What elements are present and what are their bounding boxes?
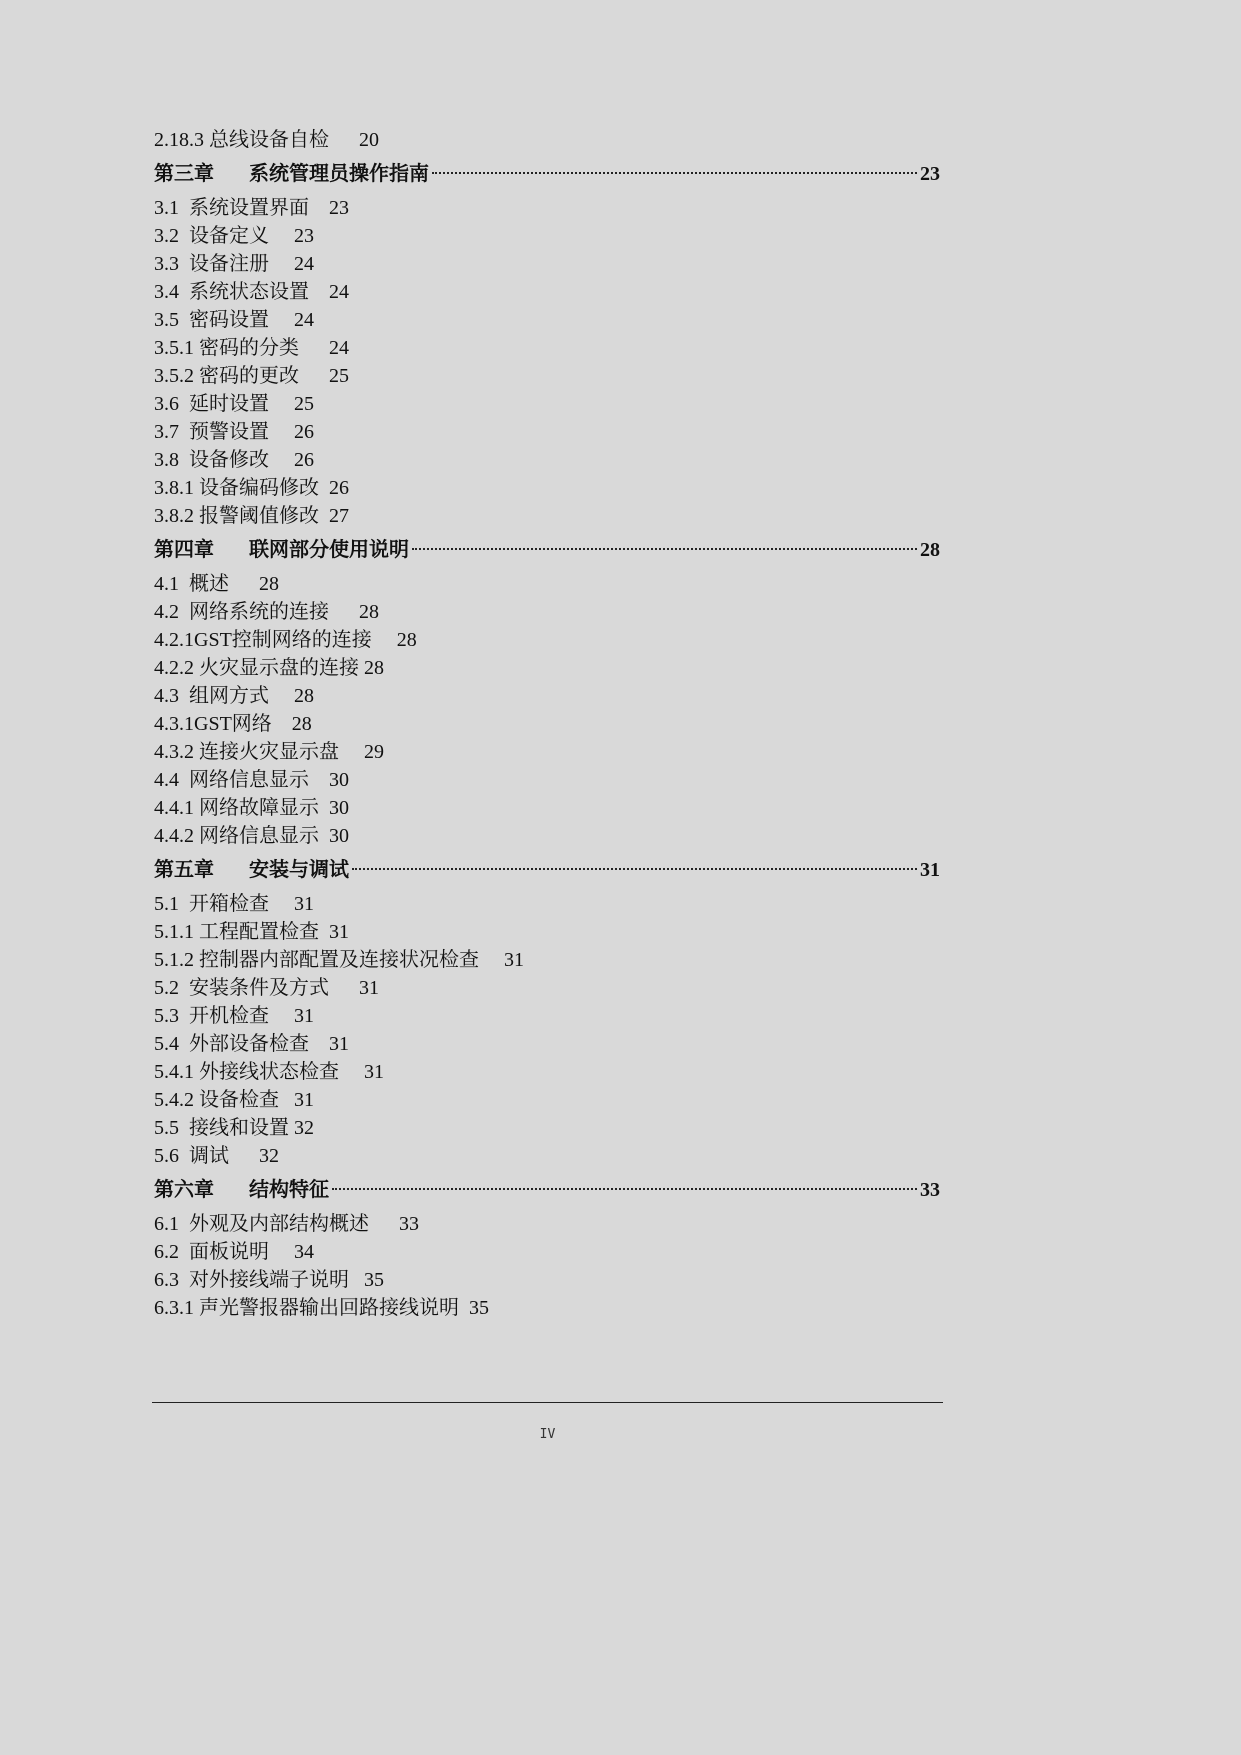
- chapter-page-number: 23: [920, 163, 940, 185]
- toc-entry[interactable]: 3.5.2 密码的更改 25: [154, 365, 349, 387]
- chapter-page-number: 31: [920, 859, 940, 881]
- table-of-contents: [154, 126, 940, 1322]
- chapter-number: 第五章: [154, 859, 214, 881]
- chapter-title: 联网部分使用说明: [249, 539, 409, 561]
- toc-entry[interactable]: 3.8.2 报警阈值修改 27: [154, 505, 349, 527]
- chapter-page-number: 28: [920, 539, 940, 561]
- toc-entry[interactable]: 3.8.1 设备编码修改 26: [154, 477, 349, 499]
- toc-chapter-heading[interactable]: [154, 160, 940, 188]
- toc-entry[interactable]: 5.2 安装条件及方式 31: [154, 977, 379, 999]
- chapter-number: 第三章: [154, 163, 214, 185]
- dot-leader: [352, 868, 917, 870]
- toc-entry[interactable]: 5.3 开机检查 31: [154, 1005, 314, 1027]
- toc-entry[interactable]: 3.5.1 密码的分类 24: [154, 337, 349, 359]
- toc-entry[interactable]: 4.2 网络系统的连接 28: [154, 601, 379, 623]
- toc-entry[interactable]: 6.3.1 声光警报器输出回路接线说明 35: [154, 1297, 489, 1319]
- toc-chapter-heading[interactable]: [154, 1176, 940, 1204]
- toc-entry[interactable]: 4.4 网络信息显示 30: [154, 769, 349, 791]
- chapter-title: 结构特征: [249, 1179, 329, 1201]
- toc-entry[interactable]: 3.7 预警设置 26: [154, 421, 314, 443]
- toc-entry[interactable]: 4.4.2 网络信息显示 30: [154, 825, 349, 847]
- toc-entry[interactable]: 4.3.2 连接火灾显示盘 29: [154, 741, 384, 763]
- toc-entry[interactable]: 5.1.2 控制器内部配置及连接状况检查 31: [154, 949, 524, 971]
- toc-entry[interactable]: 4.2.2 火灾显示盘的连接 28: [154, 657, 384, 679]
- toc-entry[interactable]: 3.1 系统设置界面 23: [154, 197, 349, 219]
- toc-entry[interactable]: 5.4.2 设备检查 31: [154, 1089, 314, 1111]
- toc-chapter-heading[interactable]: [154, 536, 940, 564]
- toc-entry[interactable]: 5.6 调试 32: [154, 1145, 279, 1167]
- dot-leader: [432, 172, 917, 174]
- toc-entry[interactable]: 3.6 延时设置 25: [154, 393, 314, 415]
- toc-entry[interactable]: 4.4.1 网络故障显示 30: [154, 797, 349, 819]
- toc-entry[interactable]: 2.18.3 总线设备自检 20: [154, 129, 379, 151]
- toc-chapter-heading[interactable]: [154, 856, 940, 884]
- chapter-title: 系统管理员操作指南: [249, 163, 429, 185]
- dot-leader: [412, 548, 917, 550]
- toc-entry[interactable]: 4.2.1GST控制网络的连接 28: [154, 629, 417, 651]
- toc-entry[interactable]: 5.1 开箱检查 31: [154, 893, 314, 915]
- toc-entry[interactable]: 4.1 概述 28: [154, 573, 279, 595]
- page-number: IV: [539, 1427, 556, 1442]
- toc-entry[interactable]: 3.4 系统状态设置 24: [154, 281, 349, 303]
- toc-entry[interactable]: 5.4.1 外接线状态检查 31: [154, 1061, 384, 1083]
- footer-divider: [152, 1402, 943, 1403]
- chapter-number: 第四章: [154, 539, 214, 561]
- toc-entry[interactable]: 6.3 对外接线端子说明 35: [154, 1269, 384, 1291]
- toc-entry[interactable]: 5.1.1 工程配置检查 31: [154, 921, 349, 943]
- chapter-page-number: 33: [920, 1179, 940, 1201]
- toc-entry[interactable]: 3.2 设备定义 23: [154, 225, 314, 247]
- toc-entry[interactable]: 4.3 组网方式 28: [154, 685, 314, 707]
- toc-entry[interactable]: 3.8 设备修改 26: [154, 449, 314, 471]
- toc-entry[interactable]: 6.1 外观及内部结构概述 33: [154, 1213, 419, 1235]
- dot-leader: [332, 1188, 917, 1190]
- chapter-title: 安装与调试: [249, 859, 349, 881]
- toc-entry[interactable]: 6.2 面板说明 34: [154, 1241, 314, 1263]
- toc-entry[interactable]: 3.5 密码设置 24: [154, 309, 314, 331]
- toc-entry[interactable]: 4.3.1GST网络 28: [154, 713, 312, 735]
- toc-entry[interactable]: 5.5 接线和设置 32: [154, 1117, 314, 1139]
- toc-entry[interactable]: 3.3 设备注册 24: [154, 253, 314, 275]
- chapter-number: 第六章: [154, 1179, 214, 1201]
- toc-entry[interactable]: 5.4 外部设备检查 31: [154, 1033, 349, 1055]
